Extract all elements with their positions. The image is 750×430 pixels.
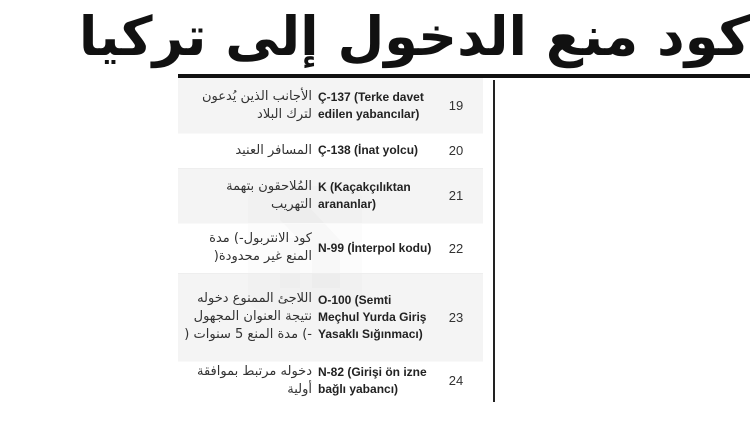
entry-ban-codes-table xyxy=(178,78,483,400)
row-number: 20 xyxy=(448,143,464,158)
row-arabic-description: المسافر العنيد xyxy=(235,142,312,158)
row-code: N-99 (İnterpol kodu) xyxy=(318,240,432,255)
row-arabic-description: دخوله مرتبط بموافقة أولية xyxy=(197,363,312,397)
table-row xyxy=(178,133,483,169)
table-row xyxy=(178,78,483,134)
table-row xyxy=(178,361,483,400)
row-code: Ç-138 (İnat yolcu) xyxy=(318,143,419,157)
table-row xyxy=(178,273,483,362)
row-arabic-description: الأجانب الذين يُدعون لترك البلاد xyxy=(201,88,312,122)
page-title: كود منع الدخول إلى تركيا xyxy=(78,5,750,68)
row-number: 19 xyxy=(448,98,464,113)
row-arabic-description: المُلاحقون بتهمة التهريب xyxy=(226,178,312,212)
table-right-border xyxy=(493,80,495,402)
row-code: K (Kaçakçılıktan arananlar) xyxy=(318,179,411,211)
row-code: N-82 (Girişi ön izne bağlı yabancı) xyxy=(318,364,427,396)
row-number: 24 xyxy=(448,373,464,388)
row-arabic-description: كود الانتربول-) مدة المنع غير محدودة( xyxy=(209,231,312,264)
row-number: 22 xyxy=(448,240,464,256)
table-row xyxy=(178,223,483,274)
row-code: Ç-137 (Terke davet edilen yabancılar) xyxy=(318,89,424,121)
table-row xyxy=(178,168,483,224)
row-code: O-100 (Semti Meçhul Yurda Giriş Yasaklı Sığınmacı) xyxy=(318,292,427,341)
row-arabic-description: اللاجئ الممنوع دخوله نتيجة العنوان المجهول -) مدة المنع 5 سنوات ( xyxy=(184,291,312,342)
row-number: 21 xyxy=(448,188,464,203)
row-number: 23 xyxy=(448,309,464,325)
